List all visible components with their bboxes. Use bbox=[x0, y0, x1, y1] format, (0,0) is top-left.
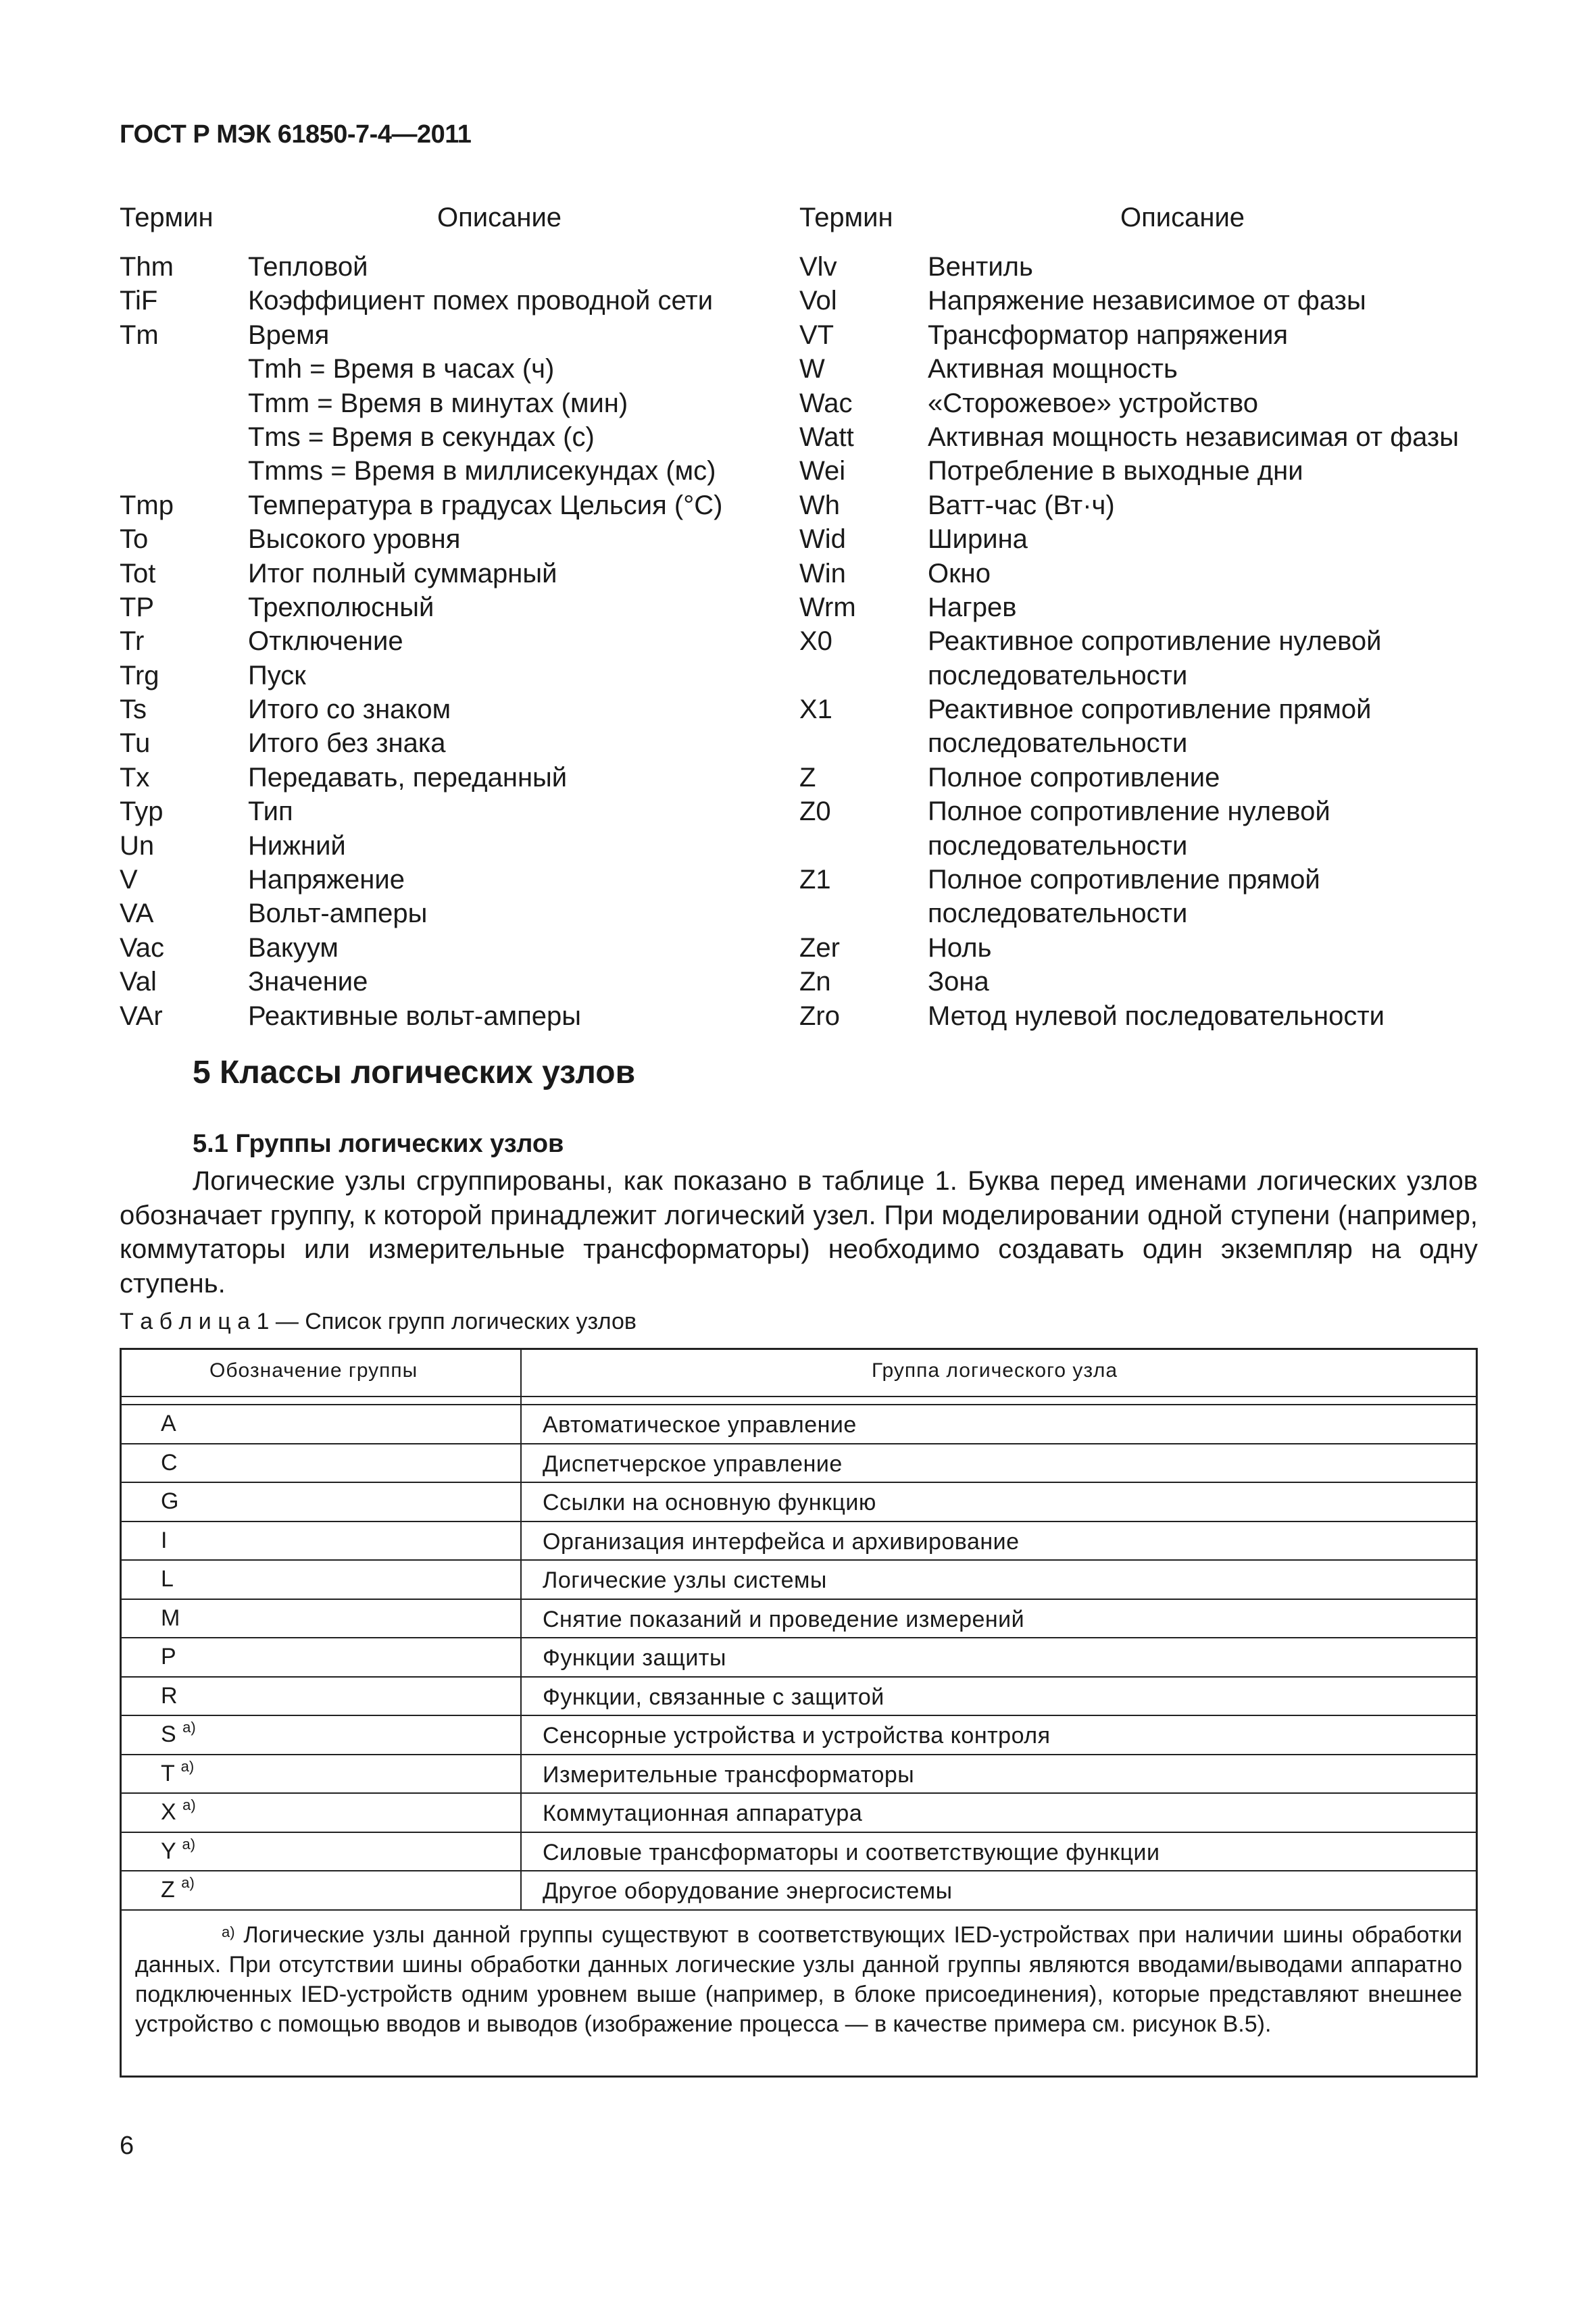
term-code: Wac bbox=[799, 388, 853, 418]
term-code: To bbox=[120, 524, 149, 555]
table-row bbox=[122, 1792, 1476, 1831]
group-code bbox=[161, 1796, 196, 1826]
group-name: Коммутационная аппаратура bbox=[543, 1801, 863, 1826]
term-description: Температура в градусах Цельсия (°С) bbox=[248, 490, 723, 520]
term-code: Zer bbox=[799, 932, 840, 963]
group-letter: G bbox=[161, 1488, 179, 1514]
term-description: Итог полный суммарный bbox=[248, 558, 557, 588]
term-description: Реактивные вольт-амперы bbox=[248, 1001, 581, 1031]
group-letter: P bbox=[161, 1644, 176, 1669]
groups-table bbox=[120, 1348, 1478, 2078]
table-header-group: Группа логического узла bbox=[872, 1359, 1118, 1382]
group-name: Функции защиты bbox=[543, 1645, 726, 1671]
term-description: Вентиль bbox=[928, 252, 1033, 282]
term-code: Tot bbox=[120, 558, 156, 588]
term-description: Значение bbox=[248, 967, 368, 997]
table-row bbox=[122, 1559, 1476, 1598]
term-code: VA bbox=[120, 899, 154, 929]
term-code: Wrm bbox=[799, 592, 856, 622]
term-description: Окно bbox=[928, 558, 991, 588]
term-code: V bbox=[120, 865, 138, 895]
group-letter: A bbox=[161, 1411, 176, 1436]
table-row bbox=[122, 1404, 1476, 1442]
group-letter: Y bbox=[161, 1838, 176, 1864]
term-code: Trg bbox=[120, 660, 159, 690]
group-code bbox=[161, 1411, 176, 1437]
footnote-body: Логические узлы данной группы существуют в соответствующих IED-устройствах при наличии шины обработки данных. При отсутствии шины обработки данных логические узлы данной группы являются вводами/выводами аппаратно подключенных IED-устройств одним уровнем выше (например, в блоке присоединения), которые представляют внешнее устройство с помощью вводов и выводов (изображение процесса — в качестве примера см. рисунок В.5). bbox=[135, 1922, 1462, 2037]
term-code: Tr bbox=[120, 626, 145, 657]
term-description: Напряжение независимое от фазы bbox=[928, 286, 1366, 316]
term-description: Tmm = Время в минутах (мин) bbox=[248, 388, 628, 418]
table-row bbox=[122, 1715, 1476, 1753]
group-name: Силовые трансформаторы и соответствующие функции bbox=[543, 1839, 1160, 1865]
term-description: Передавать, переданный bbox=[248, 762, 568, 793]
table-row bbox=[122, 1676, 1476, 1715]
table-row bbox=[122, 1521, 1476, 1559]
table-header-row bbox=[122, 1350, 1476, 1397]
terms-column-left bbox=[120, 203, 728, 1031]
term-code: Tu bbox=[120, 728, 151, 759]
footnote-ref: а) bbox=[182, 1835, 196, 1853]
table-row bbox=[122, 1482, 1476, 1520]
group-name: Другое оборудование энергосистемы bbox=[543, 1878, 953, 1904]
term-description: Итого без знака bbox=[248, 728, 446, 759]
term-description: Нижний bbox=[248, 830, 346, 861]
group-name: Сенсорные устройства и устройства контроля bbox=[543, 1723, 1051, 1749]
term-description: Полное сопротивление нулевой bbox=[928, 797, 1330, 827]
group-letter: L bbox=[161, 1566, 174, 1592]
term-description: Высокого уровня bbox=[248, 524, 461, 555]
group-code bbox=[161, 1605, 180, 1632]
term-description: Пуск bbox=[248, 660, 306, 690]
group-letter: S bbox=[161, 1721, 176, 1747]
description-column-header: Описание bbox=[437, 203, 562, 232]
term-description: Коэффициент помех проводной сети bbox=[248, 286, 714, 316]
term-code: W bbox=[799, 354, 825, 384]
term-description: Tmms = Время в миллисекундах (мс) bbox=[248, 456, 716, 486]
footnote-ref: а) bbox=[182, 1796, 196, 1813]
term-description: Tms = Время в секундах (с) bbox=[248, 422, 595, 452]
group-code bbox=[161, 1488, 178, 1515]
term-description: Полное сопротивление прямой bbox=[928, 865, 1320, 895]
footnote-ref: а) bbox=[180, 1757, 195, 1775]
term-code: Zn bbox=[799, 967, 831, 997]
table-row bbox=[122, 1599, 1476, 1637]
group-letter: Z bbox=[161, 1877, 175, 1903]
term-description: Активная мощность независимая от фазы bbox=[928, 422, 1460, 452]
term-code: Wid bbox=[799, 524, 846, 555]
group-name: Ссылки на основную функцию bbox=[543, 1490, 876, 1515]
term-description: Tmh = Время в часах (ч) bbox=[248, 354, 555, 384]
group-letter: I bbox=[161, 1527, 168, 1553]
term-description: Вольт-амперы bbox=[248, 899, 428, 929]
term-code: Tx bbox=[120, 762, 150, 793]
terms-header-left bbox=[120, 203, 728, 243]
term-code: VAr bbox=[120, 1001, 163, 1031]
term-description: последовательности bbox=[928, 830, 1188, 861]
term-code: Vlv bbox=[799, 252, 837, 282]
term-code: Ts bbox=[120, 695, 147, 725]
term-code: Val bbox=[120, 967, 157, 997]
term-code: Z0 bbox=[799, 797, 831, 827]
section-heading: 5 Классы логических узлов bbox=[193, 1055, 636, 1090]
table-row bbox=[122, 1832, 1476, 1870]
group-code bbox=[161, 1874, 195, 1903]
term-code: Un bbox=[120, 830, 155, 861]
term-description: Отключение bbox=[248, 626, 403, 657]
paragraph-text: Логические узлы сгруппированы, как показано в таблице 1. Буква перед именами логических узлов обозначает группу, к которой принадлежит логический узел. При моделировании одной ступени (например, коммутаторы или измерительные трансформаторы) необходимо создавать один экземпляр на одну ступень. bbox=[120, 1166, 1478, 1299]
term-code: VT bbox=[799, 320, 834, 350]
footnote-mark: а) bbox=[222, 1923, 235, 1940]
term-description: Потребление в выходные дни bbox=[928, 456, 1303, 486]
term-description: Нагрев bbox=[928, 592, 1017, 622]
term-description: Трехполюсный bbox=[248, 592, 434, 622]
term-code: X0 bbox=[799, 626, 832, 657]
table-row bbox=[122, 1870, 1476, 1909]
term-description: Реактивное сопротивление прямой bbox=[928, 695, 1372, 725]
group-letter: X bbox=[161, 1799, 176, 1825]
term-description: Зона bbox=[928, 967, 989, 997]
term-description: Трансформатор напряжения bbox=[928, 320, 1289, 350]
term-code: Z bbox=[799, 762, 816, 793]
table-footnote bbox=[122, 1909, 1476, 2039]
term-description: Вакуум bbox=[248, 932, 339, 963]
term-code: Vol bbox=[799, 286, 837, 316]
group-name: Логические узлы системы bbox=[543, 1567, 827, 1593]
term-description: Тепловой bbox=[248, 252, 368, 282]
group-name: Измерительные трансформаторы bbox=[543, 1761, 915, 1788]
term-description: последовательности bbox=[928, 899, 1188, 929]
term-description: Метод нулевой последовательности bbox=[928, 1001, 1385, 1031]
term-description: последовательности bbox=[928, 660, 1188, 690]
term-description: Тип bbox=[248, 797, 293, 827]
group-letter: M bbox=[161, 1605, 180, 1631]
table-row bbox=[122, 1443, 1476, 1482]
term-description: Реактивное сопротивление нулевой bbox=[928, 626, 1382, 657]
term-code: Tmp bbox=[120, 490, 174, 520]
group-name: Диспетчерское управление bbox=[543, 1451, 843, 1477]
standard-header: ГОСТ Р МЭК 61850-7-4—2011 bbox=[120, 120, 472, 149]
term-description: Полное сопротивление bbox=[928, 762, 1220, 793]
term-description: Ватт-час (Вт·ч) bbox=[928, 490, 1115, 520]
group-code bbox=[161, 1757, 195, 1787]
term-description: Ноль bbox=[928, 932, 992, 963]
term-code: TiF bbox=[120, 286, 158, 316]
term-description: последовательности bbox=[928, 728, 1188, 759]
group-name: Автоматическое управление bbox=[543, 1412, 857, 1438]
term-column-header: Термин bbox=[120, 203, 214, 232]
term-code: Vac bbox=[120, 932, 164, 963]
term-description: Ширина bbox=[928, 524, 1028, 555]
description-column-header: Описание bbox=[1120, 203, 1245, 232]
term-code: Zro bbox=[799, 1001, 840, 1031]
term-description: Активная мощность bbox=[928, 354, 1178, 384]
term-code: Wh bbox=[799, 490, 840, 520]
group-code bbox=[161, 1721, 196, 1748]
term-code: Win bbox=[799, 558, 846, 588]
term-description: Итого со знаком bbox=[248, 695, 451, 725]
group-letter: C bbox=[161, 1449, 178, 1476]
term-code: Typ bbox=[120, 797, 164, 827]
term-code: X1 bbox=[799, 695, 832, 725]
group-name: Снятие показаний и проведение измерений bbox=[543, 1606, 1025, 1632]
group-code bbox=[161, 1450, 178, 1476]
table-row bbox=[122, 1637, 1476, 1676]
body-paragraph bbox=[120, 1164, 1478, 1301]
footnote-ref: а) bbox=[182, 1719, 196, 1736]
term-code: Watt bbox=[799, 422, 854, 452]
term-code: TP bbox=[120, 592, 155, 622]
group-code bbox=[161, 1683, 178, 1709]
footnote-ref: а) bbox=[181, 1874, 195, 1891]
term-description: «Сторожевое» устройство bbox=[928, 388, 1259, 418]
group-name: Функции, связанные с защитой bbox=[543, 1684, 884, 1710]
table-row bbox=[122, 1754, 1476, 1792]
group-letter: R bbox=[161, 1682, 178, 1709]
term-column-header: Термин bbox=[799, 203, 893, 232]
group-code bbox=[161, 1835, 196, 1865]
term-code: Thm bbox=[120, 252, 174, 282]
term-description: Напряжение bbox=[248, 865, 405, 895]
group-name: Организация интерфейса и архивирование bbox=[543, 1528, 1020, 1555]
group-letter: T bbox=[161, 1760, 175, 1786]
term-code: Tm bbox=[120, 320, 159, 350]
term-code: Z1 bbox=[799, 865, 831, 895]
group-code bbox=[161, 1566, 174, 1592]
terms-header-right bbox=[799, 203, 1475, 243]
table-header-code: Обозначение группы bbox=[209, 1359, 418, 1382]
term-description: Время bbox=[248, 320, 330, 350]
table-caption: Т а б л и ц а 1 — Список групп логических узлов bbox=[120, 1309, 637, 1334]
subsection-heading: 5.1 Группы логических узлов bbox=[193, 1130, 564, 1158]
group-code bbox=[161, 1644, 176, 1670]
group-code bbox=[161, 1528, 167, 1554]
terms-column-right bbox=[799, 203, 1475, 1031]
term-code: Wei bbox=[799, 456, 846, 486]
footnote-text bbox=[135, 1920, 1462, 2039]
page-number: 6 bbox=[120, 2132, 134, 2160]
